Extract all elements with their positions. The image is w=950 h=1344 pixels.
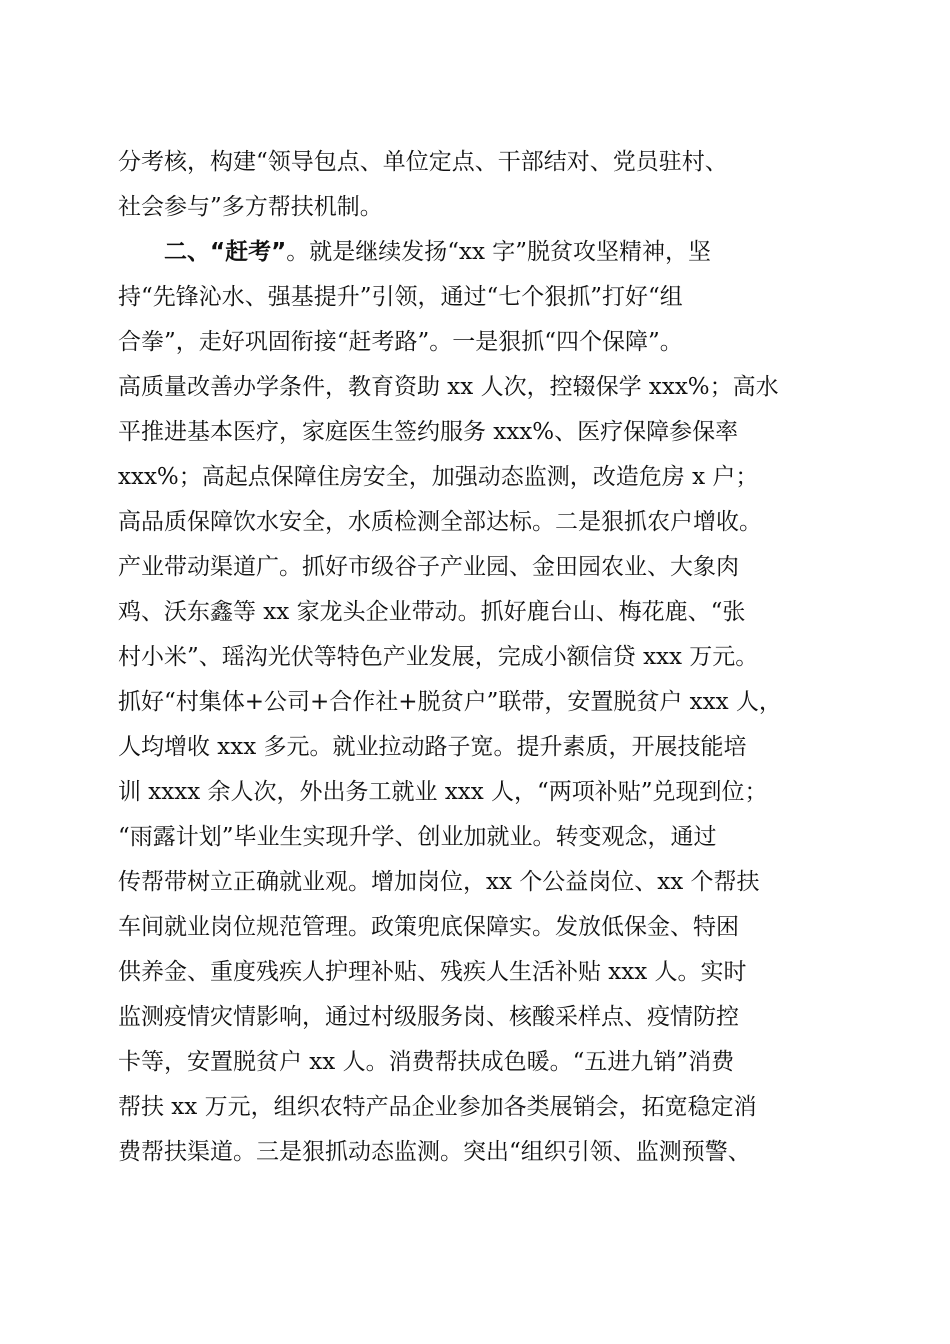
- text-line-15: 训 xxxx 余人次，外出务工就业 xxx 人，“两项补贴”兑现到位；: [118, 779, 768, 805]
- text-line-13: 抓好“村集体+公司+合作社+脱贫户”联带，安置脱贫户 xxx 人，: [118, 689, 782, 715]
- text-line-4: 持“先锋沁水、强基提升”引领，通过“七个狠抓”打好“组: [118, 284, 683, 310]
- text-line-12: 村小米”、瑶沟光伏等特色产业发展，完成小额信贷 xxx 万元。: [118, 644, 759, 670]
- text-line-5: 合拳”，走好巩固衔接“赶考路”。一是狠抓“四个保障”。: [118, 329, 683, 355]
- text-line-6: 高质量改善办学条件，教育资助 xx 人次，控辍保学 xxx%；高水: [118, 374, 779, 400]
- text-line-19: 供养金、重度残疾人护理补贴、残疾人生活补贴 xxx 人。实时: [118, 959, 747, 985]
- text-line-23: 费帮扶渠道。三是狠抓动态监测。突出“组织引领、监测预警、: [118, 1139, 751, 1165]
- section-heading-line: [118, 230, 838, 275]
- text-line-11: 鸡、沃东鑫等 xx 家龙头企业带动。抓好鹿台山、梅花鹿、“张: [118, 599, 746, 625]
- text-line-22: 帮扶 xx 万元，组织农特产品企业参加各类展销会，拓宽稳定消: [118, 1094, 757, 1120]
- text-line-21: 卡等，安置脱贫户 xx 人。消费帮扶成色暖。“五进九销”消费: [118, 1049, 735, 1075]
- section-heading: 二、“赶考”: [164, 239, 287, 265]
- text-line-9: 高品质保障饮水安全，水质检测全部达标。二是狠抓农户增收。: [118, 509, 762, 535]
- text-line-1: 分考核，构建“领导包点、单位定点、干部结对、党员驻村、: [118, 149, 728, 175]
- text-line-17: 传帮带树立正确就业观。增加岗位，xx 个公益岗位、xx 个帮扶: [118, 869, 760, 895]
- text-line-10: 产业带动渠道广。抓好市级谷子产业园、金田园农业、大象肉: [118, 554, 739, 580]
- text-line-16: “雨露计划”毕业生实现升学、创业加就业。转变观念，通过: [118, 824, 717, 850]
- text-line-2: 社会参与”多方帮扶机制。: [118, 194, 383, 220]
- text-line-18: 车间就业岗位规范管理。政策兜底保障实。发放低保金、特困: [118, 914, 739, 940]
- text-line-8: xxx%；高起点保障住房安全，加强动态监测，改造危房 x 户；: [118, 464, 759, 490]
- text-line-7: 平推进基本医疗，家庭医生签约服务 xxx%、医疗保障参保率: [118, 419, 739, 445]
- document-body: [118, 140, 838, 1175]
- text-line-14: 人均增收 xxx 多元。就业拉动路子宽。提升素质，开展技能培: [118, 734, 747, 760]
- text-line-20: 监测疫情灾情影响，通过村级服务岗、核酸采样点、疫情防控: [118, 1004, 739, 1030]
- section-heading-continuation: 。就是继续发扬“xx 字”脱贫攻坚精神，坚: [286, 239, 712, 265]
